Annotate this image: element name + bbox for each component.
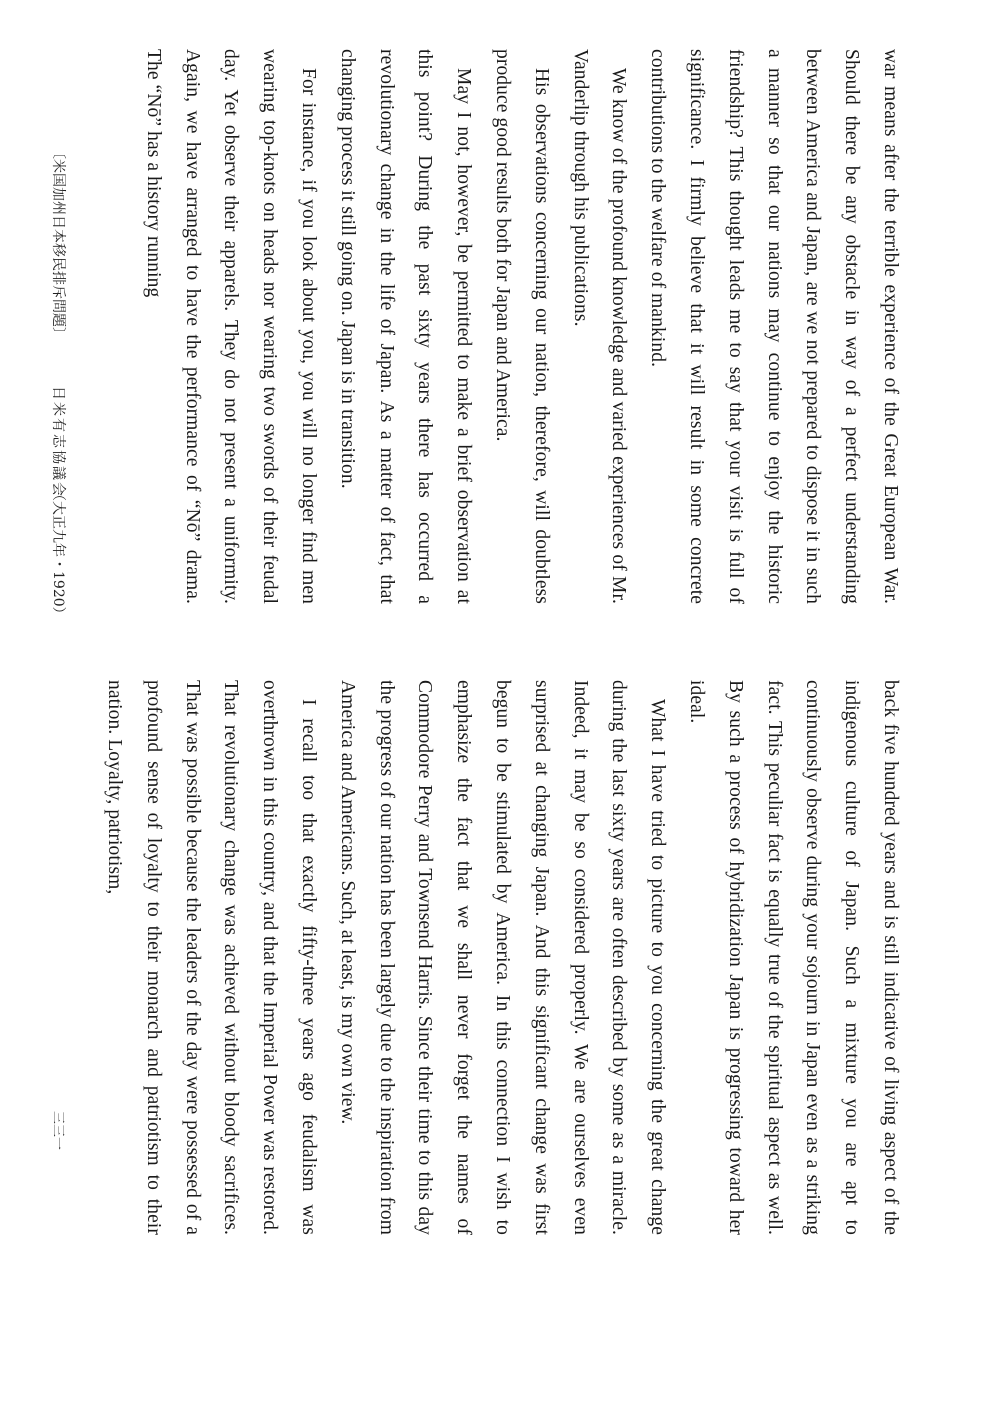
paragraph: May I not, however, be permitted to make a brief observation at this point? During the past sixty years there has occurred a revolutionary change in the life of Japan. As a matter of fact, that changing process it still going on. Japan is in transition. [336, 49, 475, 604]
paragraph: I recall too that exactly fifty-three years ago feudalism was overthrown in this country, and that the Imperial Power was restored. That revolutionary change was achieved without bloody sacrifices. That was possible because the leaders of the day were possessed of a profound sense of loyalty to their monarch and patriotism to their nation. Loyalty, patriotism, [104, 680, 320, 1235]
series-title: 〔米国加州日本移民排斥問題〕 [50, 145, 66, 341]
text-block-right [83, 49, 909, 604]
page-number: 三三一 [50, 1111, 65, 1151]
paragraph: war means after the terrible experience of the Great European War. Should there be any obstacle in way of a perfect understanding between America and Japan, are we not prepared to dispose it in such a manner so that our nations may continue to enjoy the historic friendship? This thought leads me to say that your visit is full of significance. I firmly believe that it will result in some concrete contributions to the welfare of mankind. [647, 49, 901, 604]
paragraph: We know of the profound knowledge and varied experiences of Mr. Vanderlip through his publications. [569, 49, 630, 604]
publication-year: （大正九年・1920） [50, 487, 66, 621]
paragraph: For instance, if you look about you, you will no longer find men wearing top-knots on heads nor wearing two swords of their feudal day. Yet observe their apparels. They do not present a uniformity. Again, we have arranged to have the performance of “Nō” drama. The “Nō” has a history running [142, 49, 320, 604]
paragraph: back five hundred years and is still indicative of living aspect of the indigenous culture of Japan. Such a mixture you are apt to continuously observe during your sojourn in Japan even as a striking fact. This peculiar fact is equally true of the spiritual aspect as well. By such a process of hybridization Japan is progressing toward her ideal. [686, 680, 901, 1235]
paragraph: His observations concerning our nation, therefore, will doubtless produce good results both for Japan and America. [492, 49, 552, 604]
paragraph: What I have tried to picture to you concerning the great change during the last sixty years are often described by some as a miracle. Indeed, it may be so considered properly. We are ourselves even surprised at changing Japan. And this significant change was first begun to be stimulated by America. In this connection I wish to emphasize the fact that we shall never forget the names of Commodore Perry and Townsend Harris. Since their time to this day the progress of our nation has been largely due to the inspiration from America and Americans. Such, at least, is my own view. [336, 680, 669, 1235]
text-block-left [83, 680, 909, 1235]
organization-name: 日米有志協議会 [50, 386, 66, 498]
